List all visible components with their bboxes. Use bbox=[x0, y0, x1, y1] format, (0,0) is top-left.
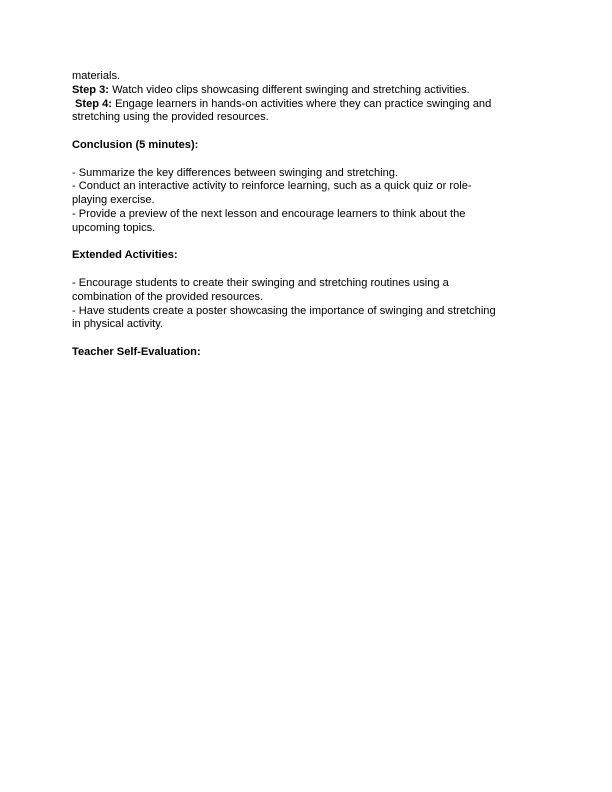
step-4-text: Engage learners in hands-on activities where they can practice swinging and bbox=[115, 97, 492, 110]
step-3-text: Watch video clips showcasing different swinging and stretching activities. bbox=[112, 83, 470, 96]
extended-activities-heading: Extended Activities: bbox=[72, 249, 178, 262]
step-3 bbox=[72, 84, 542, 98]
conclusion-line: upcoming topics. bbox=[72, 221, 156, 234]
extended-line: - Have students create a poster showcasing the importance of swinging and stretching bbox=[72, 304, 496, 317]
conclusion-line: - Summarize the key differences between swinging and stretching. bbox=[72, 166, 398, 179]
document-page bbox=[72, 70, 542, 360]
teacher-self-evaluation-heading: Teacher Self-Evaluation: bbox=[72, 345, 201, 358]
extended-line: combination of the provided resources. bbox=[72, 290, 264, 303]
step-4-text-cont: stretching using the provided resources. bbox=[72, 111, 269, 124]
conclusion-line: - Conduct an interactive activity to reinforce learning, such as a quick quiz or role- bbox=[72, 180, 472, 193]
conclusion-line: playing exercise. bbox=[72, 194, 155, 207]
extended-line: - Encourage students to create their swinging and stretching routines using a bbox=[72, 276, 449, 289]
extended-line: in physical activity. bbox=[72, 318, 164, 331]
conclusion-heading: Conclusion (5 minutes): bbox=[72, 138, 199, 151]
conclusion-line: - Provide a preview of the next lesson and encourage learners to think about the bbox=[72, 207, 466, 220]
step-3-label: Step 3: bbox=[72, 83, 109, 96]
continued-text: materials. bbox=[72, 70, 121, 82]
step-4 bbox=[72, 98, 542, 112]
step-4-label: Step 4: bbox=[75, 97, 112, 110]
